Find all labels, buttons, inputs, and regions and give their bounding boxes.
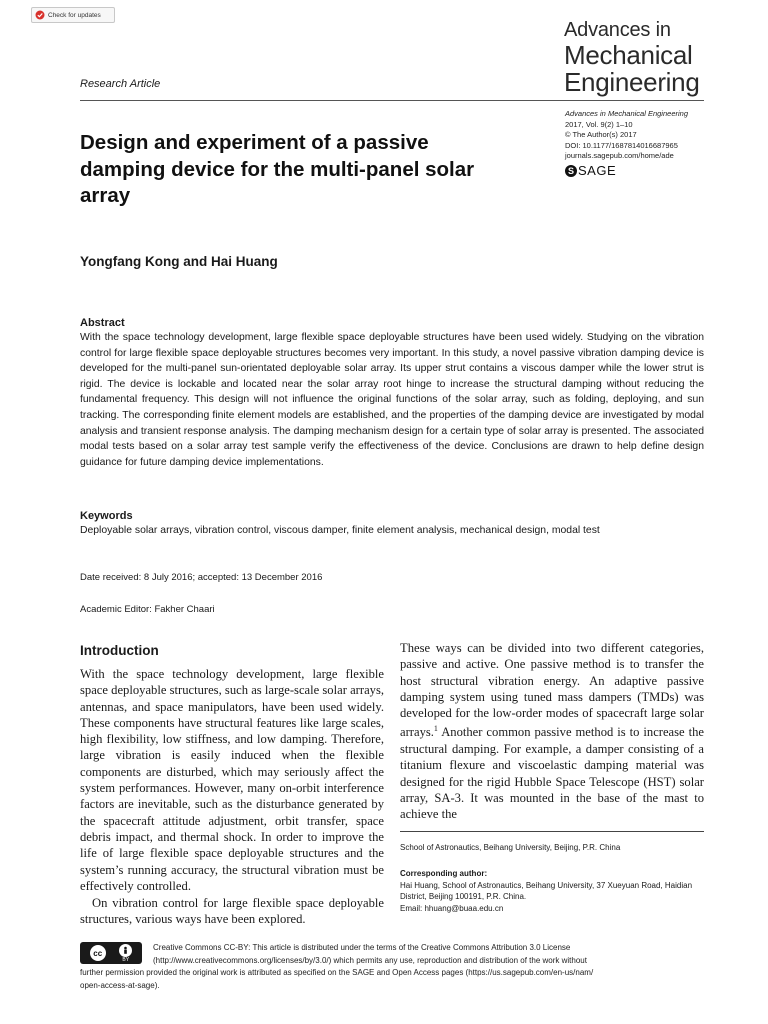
license-line-3: further permission provided the original work is attributed as specified on the SAGE and Open Access pages (https://us.sagepub.com/en-us/nam/ <box>80 968 594 978</box>
sage-logo-text: SAGE <box>578 162 617 178</box>
license-text <box>80 942 704 993</box>
corresponding-author <box>400 868 704 914</box>
abstract-section <box>80 317 704 470</box>
keywords-heading: Keywords <box>80 510 133 522</box>
introduction-heading: Introduction <box>80 643 159 658</box>
copyright-line: © The Author(s) 2017 <box>565 130 637 140</box>
corresponding-author-heading: Corresponding author: <box>400 869 488 878</box>
license-line-2: (http://www.creativecommons.org/licenses/by/3.0/) which permits any use, reproduction and distribution of the work without <box>153 955 587 965</box>
footnote-divider <box>400 831 704 832</box>
article-title: Design and experiment of a passive damping device for the multi-panel solar array <box>80 131 475 207</box>
license-line-1: Creative Commons CC-BY: This article is distributed under the terms of the Creative Commons Attribution 3.0 License <box>153 943 571 952</box>
affiliation-note: School of Astronautics, Beihang University, Beijing, P.R. China <box>400 843 621 852</box>
check-updates-label: Check for updates <box>48 11 101 19</box>
body-left-column <box>80 643 384 928</box>
abstract-heading: Abstract <box>80 317 125 329</box>
sage-icon: S <box>565 165 577 177</box>
creative-commons-icon: cc <box>90 945 106 961</box>
introduction-paragraph-1: With the space technology development, large flexible space deployable structures, such as large-scale solar arrays, antennas, and space manipulators, have been used widely. These components have structural features like large scales, high flexibility, low stiffness, and low damping. Therefore, large vibration is easily induced when the flexible components are disturbed, which may seriously affect the system performances. However, many on-orbit interference factors are inevitable, such as the disturbance generated by the spacecraft attitude adjustment, orbit transfer, space debris impact, and thermal shock. In order to improve the life of large flexible space deployable structures and the system’s running accuracy, the structural vibration must be effectively controlled. <box>80 667 384 893</box>
attribution-person-icon <box>119 944 132 957</box>
citation-1[interactable]: 1 <box>433 724 438 734</box>
continued-text-b: Another common passive method is to increase the structural damping. For example, a damper consisting of a titanium flexure and viscoelastic damping material was designed for the rigid Hubble Space Telescope (HST) solar array, SA-3. It was mounted in the base of the mast to achieve the <box>400 725 704 822</box>
journal-brand-line-2: Mechanical <box>564 40 693 70</box>
body-right-column <box>400 640 704 822</box>
article-type: Research Article <box>80 78 161 90</box>
check-updates-icon <box>35 10 45 20</box>
introduction-paragraph-2: On vibration control for large flexible space deployable structures, various ways have been explored. <box>80 896 384 927</box>
journal-brand <box>564 20 699 95</box>
license-line-4: open-access-at-sage). <box>80 981 160 991</box>
corresponding-author-details: Hai Huang, School of Astronautics, Beihang University, 37 Xueyuan Road, Haidian District, Beijing 100191, P.R. China. <box>400 880 693 901</box>
sage-logo <box>565 162 688 178</box>
by-label: BY <box>122 956 130 963</box>
cc-by-logo[interactable] <box>80 942 142 964</box>
article-authors: Yongfang Kong and Hai Huang <box>80 254 278 269</box>
header-divider <box>80 100 704 101</box>
journal-info <box>565 109 688 177</box>
check-for-updates-button[interactable] <box>31 7 115 23</box>
journal-name: Advances in Mechanical Engineering <box>565 109 688 118</box>
continued-text-a: These ways can be divided into two different categories, passive and active. One passive method is to transfer the host structural vibration energy. An adaptive passive damping system using tuned mass dampers (TMDs) was developed for the low-order modes of spacecraft large solar arrays. <box>400 641 704 740</box>
introduction-paragraph-continued <box>400 640 704 822</box>
journal-url-link[interactable]: journals.sagepub.com/home/ade <box>565 151 674 161</box>
volume-line: 2017, Vol. 9(2) 1–10 <box>565 119 633 129</box>
keywords-section <box>80 510 704 538</box>
abstract-text: With the space technology development, large flexible space deployable structures have been used widely. Studying on the vibration control for large flexible space deployable structures becomes very important. In this study, a novel passive vibration damping device is developed for the multi-panel sun-orientated deployable solar array. Its upper strut contains a viscous damper while the lower strut is rigid. The device is lockable and located near the solar array root hinge to increase the structural damping without reducing the fundamental frequency. This design will not influence the original functions of the solar array, such as folding, deploying, and sun tracking. The corresponding finite element models are established, and the properties of the damping device are investigated by modal analysis and transient response analysis. The damping mechanism design for a certain type of solar array is presented. The associated modal tests based on a solar array test sample verify the effectiveness of the device. Conclusions are drawn to help define design guidance for future damping device implementations. <box>80 332 704 468</box>
corresponding-author-email[interactable]: Email: hhuang@buaa.edu.cn <box>400 903 504 913</box>
journal-brand-line-3: Engineering <box>564 67 700 97</box>
journal-brand-line-1: Advances in <box>564 19 671 41</box>
dates-line: Date received: 8 July 2016; accepted: 13 December 2016 <box>80 572 323 583</box>
keywords-text: Deployable solar arrays, vibration control, viscous damper, finite element analysis, mechanical design, modal test <box>80 525 600 536</box>
attribution-badge <box>119 944 132 963</box>
license-block <box>80 942 704 993</box>
academic-editor: Academic Editor: Fakher Chaari <box>80 604 215 615</box>
doi-link[interactable]: DOI: 10.1177/1687814016687965 <box>565 140 678 150</box>
